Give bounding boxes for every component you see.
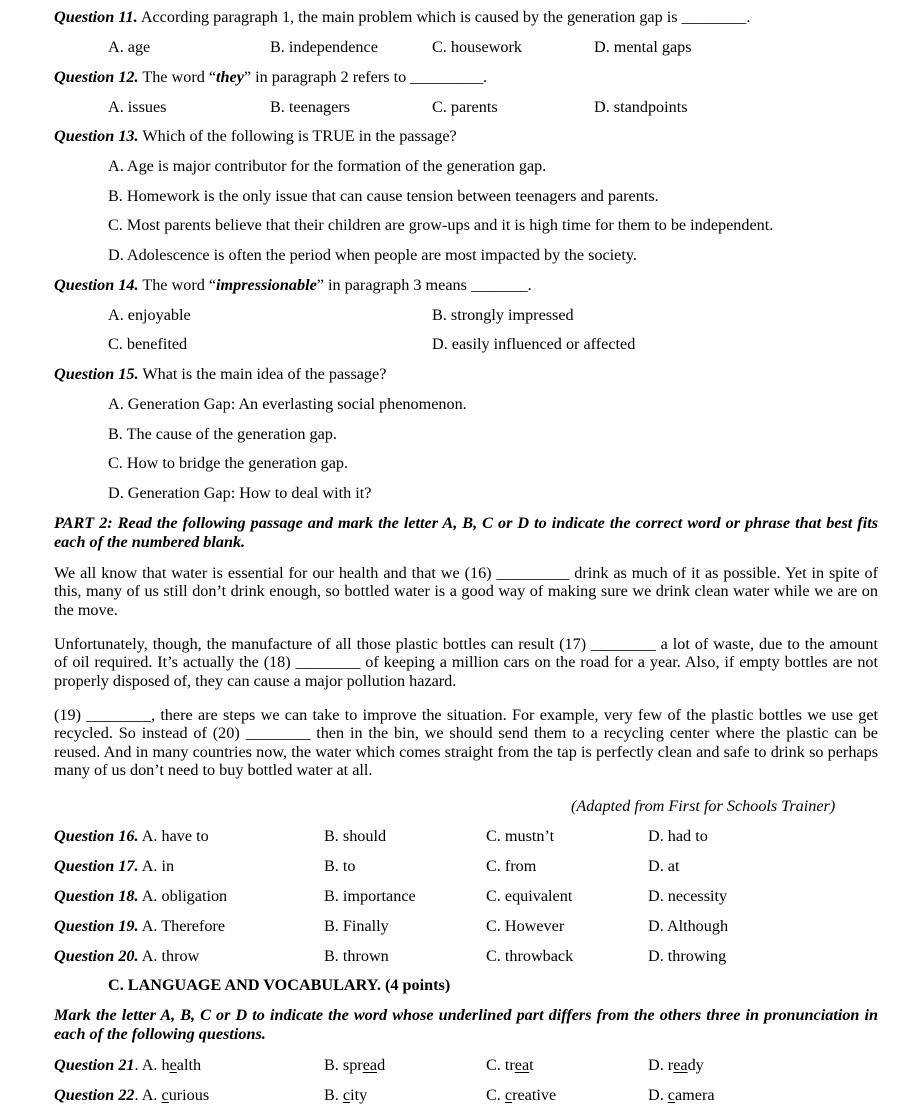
question-21: Question 21. A. health bbox=[54, 1056, 202, 1074]
option-c: C. benefited bbox=[108, 335, 188, 353]
option-d bbox=[648, 1056, 704, 1075]
option-a bbox=[142, 1086, 209, 1104]
option-text: D. r bbox=[648, 1056, 674, 1074]
passage-paragraph-1: We all know that water is essential for our health and that we (16) _________ drink as much of it as possible. Yet in spite of this, many of us still don’t drink enough, so bottled water is a good way of making sure we drink clean water while we are on the move. bbox=[54, 564, 878, 619]
underlined-part: c bbox=[504, 1086, 513, 1104]
option-d: D. easily influenced or affected bbox=[432, 335, 636, 353]
question-label: Question 11. bbox=[54, 8, 138, 26]
question-text: What is the main idea of the passage? bbox=[142, 365, 387, 383]
option-text: dy bbox=[687, 1056, 704, 1074]
question-14 bbox=[54, 276, 532, 295]
option-b: B. Finally bbox=[324, 917, 389, 935]
underlined-part: ea bbox=[673, 1056, 688, 1074]
option-d: D. had to bbox=[648, 827, 708, 845]
option-d: D. Generation Gap: How to deal with it? bbox=[108, 484, 372, 502]
option-c: C. mustn’t bbox=[486, 827, 555, 845]
option-b bbox=[324, 1056, 385, 1075]
question-label: Question 19. bbox=[54, 917, 139, 935]
option-d: D. Although bbox=[648, 917, 729, 935]
question-text: The word “ bbox=[142, 276, 217, 294]
option-a: A. age bbox=[108, 38, 151, 56]
option-a bbox=[142, 1056, 201, 1074]
option-b: B. independence bbox=[270, 38, 378, 56]
option-text: B. bbox=[324, 1086, 343, 1104]
option-a: A. have to bbox=[141, 827, 209, 845]
option-text: urious bbox=[168, 1086, 210, 1104]
question-19 bbox=[54, 917, 225, 936]
option-a: A. Therefore bbox=[141, 917, 226, 935]
question-label: Question 18. bbox=[54, 887, 139, 905]
option-c: C. How to bridge the generation gap. bbox=[108, 454, 349, 472]
underlined-part: ea bbox=[514, 1056, 530, 1074]
option-b: B. importance bbox=[324, 887, 416, 905]
passage-paragraph-2: Unfortunately, though, the manufacture of all those plastic bottles can result (17) ________ a lot of waste, due to the amount of oil required. It’s actually the (18) ________ of keeping a million cars on the road for a year. Also, if empty bottles are not properly disposed of, they can cause a major pollution hazard. bbox=[54, 635, 878, 690]
question-text: According paragraph 1, the main problem which is caused by the generation gap is ________. bbox=[140, 8, 751, 26]
option-b: B. The cause of the generation gap. bbox=[108, 425, 337, 443]
question-label: Question 16. bbox=[54, 827, 139, 845]
option-d: D. throwing bbox=[648, 947, 727, 965]
underlined-part: c bbox=[667, 1086, 675, 1104]
question-label: Question 13. bbox=[54, 127, 139, 145]
question-label: Question 12. bbox=[54, 68, 139, 86]
option-d bbox=[648, 1086, 715, 1105]
question-22: Question 22. A. curious bbox=[54, 1086, 210, 1104]
option-c bbox=[486, 1086, 556, 1105]
option-a: A. enjoyable bbox=[108, 306, 191, 324]
option-text: C. tr bbox=[486, 1056, 515, 1074]
option-text: alth bbox=[176, 1056, 202, 1074]
option-a: A. Age is major contributor for the formation of the generation gap. bbox=[108, 157, 547, 175]
option-a: A. in bbox=[141, 857, 175, 875]
option-b: B. thrown bbox=[324, 947, 389, 965]
target-word: they bbox=[216, 68, 244, 86]
question-13 bbox=[54, 127, 457, 146]
option-a: A. issues bbox=[108, 98, 167, 116]
question-text: The word “ bbox=[142, 68, 217, 86]
option-text: ity bbox=[350, 1086, 368, 1104]
passage-source: (Adapted from First for Schools Trainer) bbox=[571, 797, 836, 815]
option-a: A. throw bbox=[141, 947, 200, 965]
option-d: D. Adolescence is often the period when people are most impacted by the society. bbox=[108, 246, 637, 264]
question-label: Question 20. bbox=[54, 947, 139, 965]
question-15 bbox=[54, 365, 386, 384]
option-c: C. However bbox=[486, 917, 565, 935]
option-c: C. equivalent bbox=[486, 887, 573, 905]
question-20 bbox=[54, 947, 199, 966]
option-a: A. obligation bbox=[141, 887, 228, 905]
question-label: Question 14. bbox=[54, 276, 139, 294]
question-16 bbox=[54, 827, 209, 846]
section-c-instruction: Mark the letter A, B, C or D to indicate the word whose underlined part differs from the others three in pronunciation in each of the following questions. bbox=[54, 1006, 878, 1043]
question-text: Which of the following is TRUE in the passage? bbox=[142, 127, 457, 145]
question-12 bbox=[54, 68, 487, 87]
option-b: B. should bbox=[324, 827, 387, 845]
question-11 bbox=[54, 8, 750, 27]
option-text: A. bbox=[141, 1086, 162, 1104]
option-b: B. to bbox=[324, 857, 356, 875]
option-text: A. h bbox=[141, 1056, 170, 1074]
question-label: Question 15. bbox=[54, 365, 139, 383]
question-label: Question 22 bbox=[54, 1086, 135, 1104]
underlined-part: c bbox=[342, 1086, 351, 1104]
underlined-part: ea bbox=[362, 1056, 378, 1074]
question-text: ” in paragraph 3 means _______. bbox=[316, 276, 532, 294]
option-c: C. Most parents believe that their children are grow-ups and it is high time for them to be independent. bbox=[108, 216, 774, 234]
option-text: t bbox=[529, 1056, 534, 1074]
passage-paragraph-3: (19) ________, there are steps we can take to improve the situation. For example, very few of the plastic bottles we use get recycled. So instead of (20) ________ then in the bin, we should send them to a recycling center where the plastic can be reused. And in many countries now, the water which comes straight from the tap is perfectly clean and safe to drink so perhaps many of us don’t need to buy bottled water at all. bbox=[54, 706, 878, 779]
option-c: C. parents bbox=[432, 98, 498, 116]
question-text: ” in paragraph 2 refers to _________. bbox=[243, 68, 488, 86]
option-b bbox=[324, 1086, 367, 1105]
question-label: Question 17. bbox=[54, 857, 139, 875]
option-b: B. teenagers bbox=[270, 98, 351, 116]
part2-instruction: PART 2: Read the following passage and mark the letter A, B, C or D to indicate the correct word or phrase that best fits each of the numbered blank. bbox=[54, 514, 878, 551]
question-label: Question 21 bbox=[54, 1056, 135, 1074]
option-c bbox=[486, 1056, 534, 1075]
question-18 bbox=[54, 887, 227, 906]
option-text: reative bbox=[512, 1086, 557, 1104]
option-d: D. standpoints bbox=[594, 98, 688, 116]
underlined-part: e bbox=[169, 1056, 177, 1074]
option-c: C. from bbox=[486, 857, 537, 875]
target-word: impressionable bbox=[216, 276, 317, 294]
option-c: C. throwback bbox=[486, 947, 574, 965]
option-text: D. bbox=[648, 1086, 668, 1104]
option-b: B. strongly impressed bbox=[432, 306, 574, 324]
option-b: B. Homework is the only issue that can cause tension between teenagers and parents. bbox=[108, 187, 659, 205]
section-c-heading: C. LANGUAGE AND VOCABULARY. (4 points) bbox=[108, 976, 451, 994]
option-text: B. spr bbox=[324, 1056, 363, 1074]
underlined-part: c bbox=[161, 1086, 169, 1104]
question-17 bbox=[54, 857, 174, 876]
option-text: C. bbox=[486, 1086, 505, 1104]
option-text: amera bbox=[674, 1086, 715, 1104]
option-a: A. Generation Gap: An everlasting social phenomenon. bbox=[108, 395, 467, 413]
option-d: D. at bbox=[648, 857, 680, 875]
option-d: D. mental gaps bbox=[594, 38, 692, 56]
option-d: D. necessity bbox=[648, 887, 728, 905]
option-text: d bbox=[377, 1056, 386, 1074]
option-c: C. housework bbox=[432, 38, 522, 56]
